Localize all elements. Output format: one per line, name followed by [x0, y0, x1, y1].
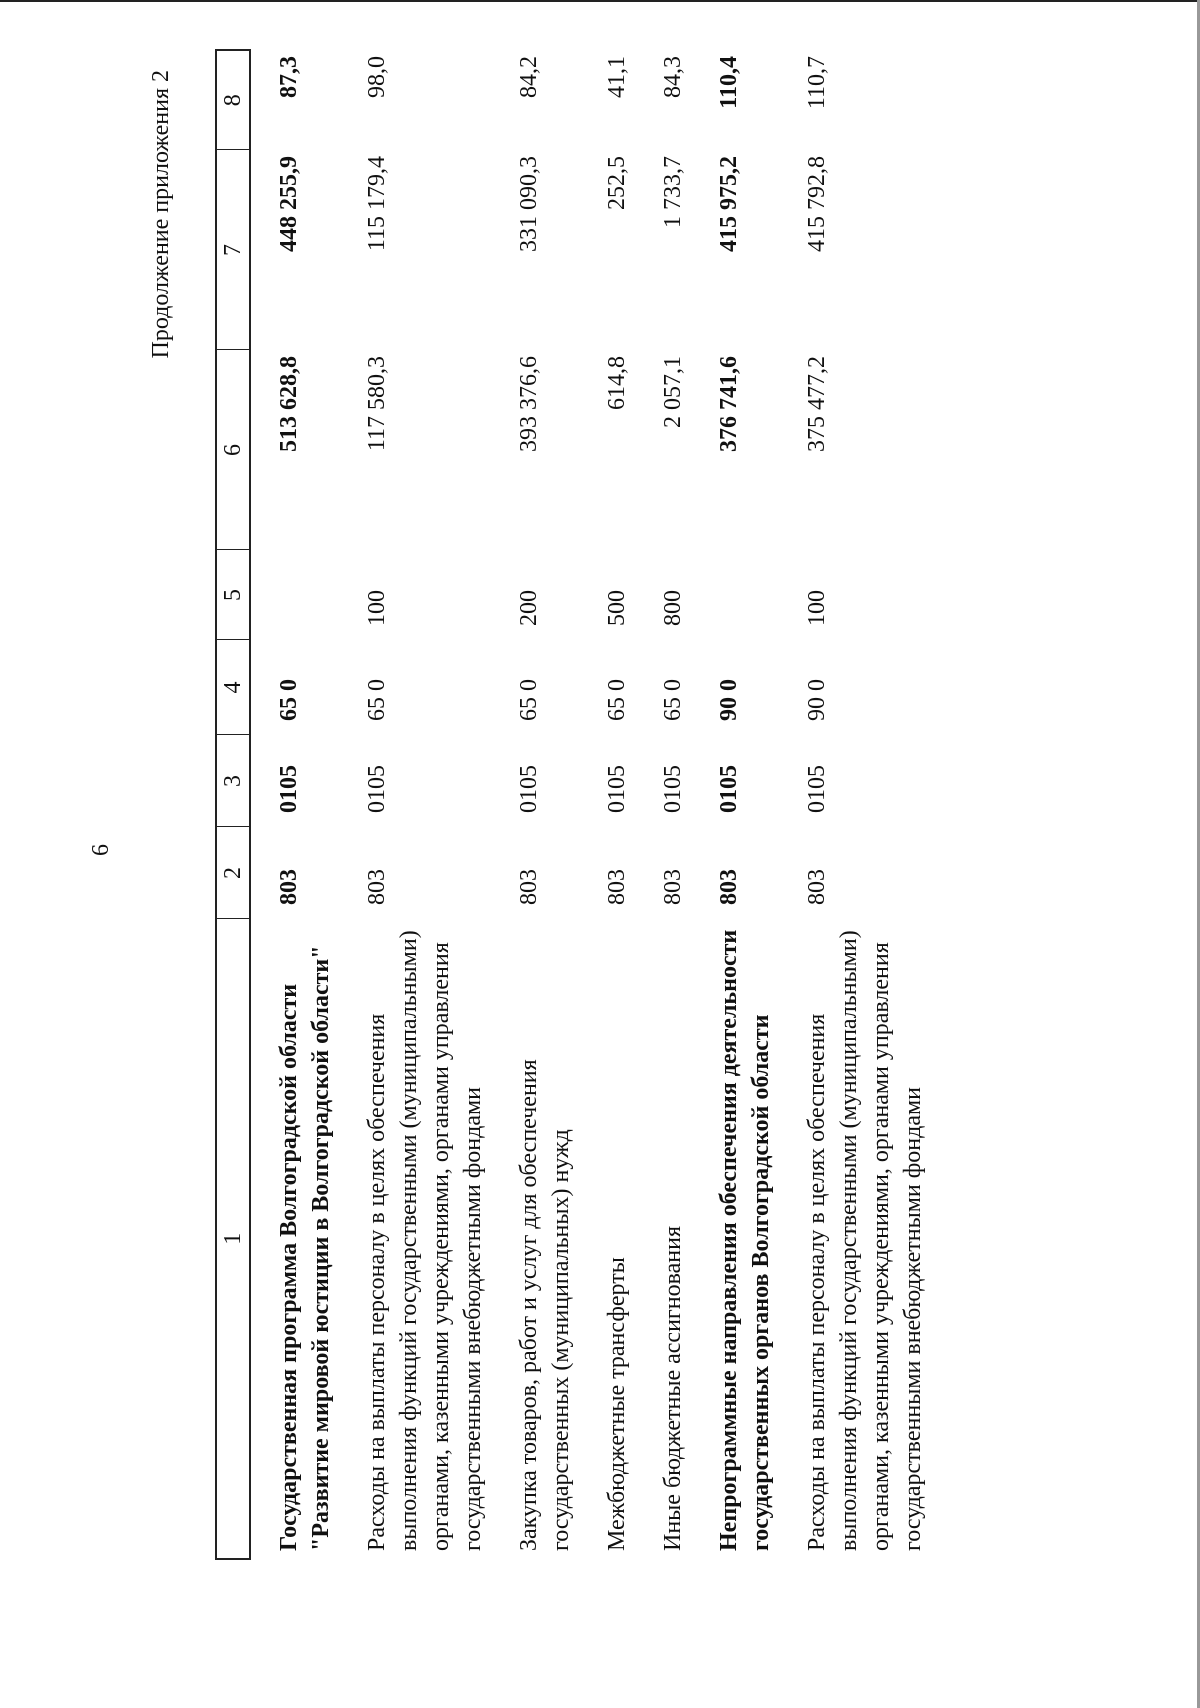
row-col-6: 393 376,6 [516, 356, 542, 452]
row-col-2: 803 [516, 869, 542, 905]
row-name: Иные бюджетные ассигнования [660, 1226, 686, 1551]
table-row [593, 50, 649, 1559]
row-col-2: 803 [604, 869, 630, 905]
row-col-4: 90 0 [804, 679, 830, 721]
row-col-3: 0105 [364, 765, 390, 813]
row-col-6: 513 628,8 [276, 356, 302, 452]
row-name: Закупка товаров, работ и услуг для обеспечения государственных (муниципальных) нужд [516, 1059, 574, 1551]
row-col-8: 110,4 [716, 56, 742, 109]
row-col-8: 87,3 [276, 56, 302, 98]
row-col-5: 100 [364, 590, 390, 626]
row-col-8: 84,3 [660, 56, 686, 98]
rotated-page [30, 40, 1150, 1660]
row-col-5: 200 [516, 590, 542, 626]
row-col-6: 117 580,3 [364, 356, 390, 452]
row-col-5: 100 [804, 590, 830, 626]
row-name: Расходы на выплаты персоналу в целях обеспечения выполнения функций государственными (муниципальными) органами, казенными учреждениями, органами управления государственными внебюджетными фондами [364, 930, 486, 1551]
table-row [705, 50, 793, 1559]
row-col-3: 0105 [804, 765, 830, 813]
table-header-row [216, 50, 250, 1559]
appendix-note: Продолжение приложения 2 [148, 70, 174, 359]
table-row [353, 50, 505, 1559]
row-col-3: 0105 [516, 765, 542, 813]
row-col-4: 65 0 [604, 679, 630, 721]
row-col-8: 98,0 [364, 56, 390, 98]
row-col-6: 375 477,2 [804, 356, 830, 452]
row-col-5 [250, 550, 353, 640]
table-row [250, 50, 353, 1559]
row-col-4: 65 0 [516, 679, 542, 721]
page-number: 6 [88, 844, 114, 856]
row-col-5: 500 [604, 590, 630, 626]
header-col-3: 3 [216, 735, 250, 827]
row-col-3: 0105 [276, 765, 302, 813]
row-col-8: 41,1 [604, 56, 630, 98]
header-col-7: 7 [216, 150, 250, 350]
row-col-2: 803 [364, 869, 390, 905]
row-name: Межбюджетные трансферты [604, 1257, 630, 1551]
row-col-6: 376 741,6 [716, 356, 742, 452]
scan-edge-top [0, 0, 1200, 2]
row-name: Государственная программа Волгоградской области "Развитие мировой юстиции в Волгоградской области" [276, 945, 334, 1551]
row-col-7: 1 733,7 [660, 156, 686, 228]
row-col-3: 0105 [716, 765, 742, 813]
table-row [793, 50, 945, 1559]
row-col-7: 331 090,3 [516, 156, 542, 252]
row-col-4: 65 0 [276, 679, 302, 721]
row-col-2: 803 [660, 869, 686, 905]
row-col-8: 110,7 [804, 56, 830, 110]
row-col-2: 803 [804, 869, 830, 905]
row-col-6: 2 057,1 [660, 356, 686, 428]
header-col-2: 2 [216, 827, 250, 919]
row-col-8: 84,2 [516, 56, 542, 98]
table-row [505, 50, 593, 1559]
row-col-3: 0105 [660, 765, 686, 813]
row-col-5 [705, 550, 793, 640]
header-col-6: 6 [216, 350, 250, 550]
row-name: Расходы на выплаты персоналу в целях обеспечения выполнения функций государственными (муниципальными) органами, казенными учреждениями, органами управления государственными внебюджетными фондами [804, 930, 926, 1551]
row-col-5: 800 [660, 590, 686, 626]
row-name: Непрограммные направления обеспечения деятельности государственных органов Волгоградской области [716, 929, 774, 1551]
row-col-2: 803 [716, 869, 742, 905]
row-col-2: 803 [276, 869, 302, 905]
row-col-4: 90 0 [716, 679, 742, 721]
header-col-5: 5 [216, 550, 250, 640]
row-col-7: 415 792,8 [804, 156, 830, 252]
row-col-4: 65 0 [660, 679, 686, 721]
row-col-3: 0105 [604, 765, 630, 813]
row-col-7: 252,5 [604, 156, 630, 210]
header-col-8: 8 [216, 50, 250, 150]
table-row [649, 50, 705, 1559]
row-col-4: 65 0 [364, 679, 390, 721]
row-col-7: 415 975,2 [716, 156, 742, 252]
budget-table [215, 49, 945, 1560]
row-col-7: 115 179,4 [364, 156, 390, 252]
row-col-7: 448 255,9 [276, 156, 302, 252]
header-col-1: 1 [216, 919, 250, 1559]
row-col-6: 614,8 [604, 356, 630, 410]
header-col-4: 4 [216, 640, 250, 735]
